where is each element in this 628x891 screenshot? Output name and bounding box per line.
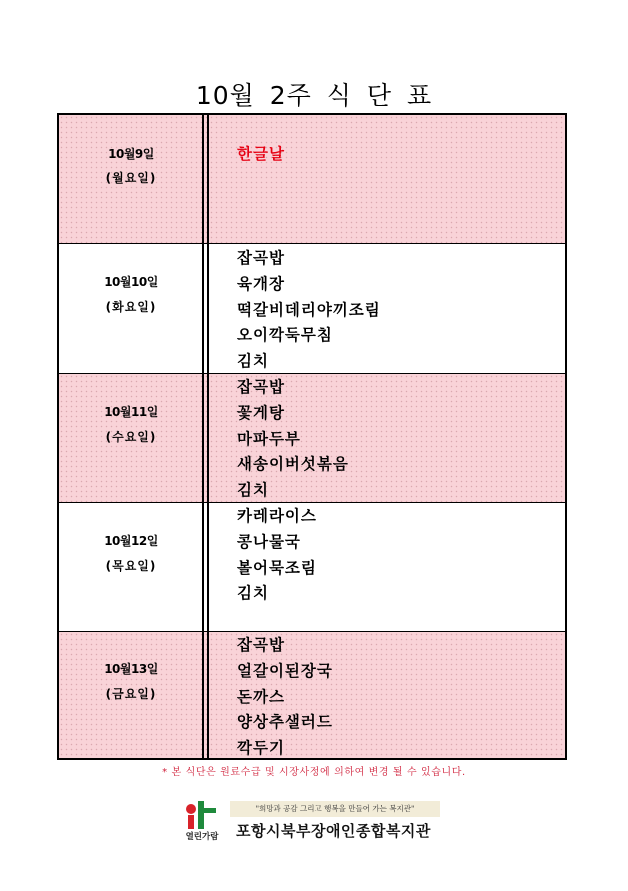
menu-item: 콩나물국 [237, 532, 301, 551]
menu-item: 육개장 [237, 274, 285, 293]
logo-label: 열린가람 [185, 832, 219, 842]
date-label: 10월12일 [104, 534, 158, 548]
menu-item: 카레라이스 [237, 507, 317, 525]
menu-item: 돈까스 [237, 687, 285, 706]
slogan-banner: "희망과 공감 그리고 행복을 만들어 가는 복지관" [230, 801, 440, 817]
table-row-tuesday [59, 244, 565, 374]
table-row-friday [59, 632, 565, 758]
menu-item: 양상추샐러드 [237, 713, 333, 732]
menu-item: 깍두기 [237, 739, 285, 758]
date-label: 10월13일 [104, 662, 158, 676]
column-divider [202, 632, 209, 758]
menu-list [237, 375, 349, 504]
menu-item: 잡곡밥 [237, 249, 285, 267]
date-label: 10월11일 [104, 405, 158, 419]
menu-item: 새송이버섯볶음 [237, 455, 349, 474]
date-cell [59, 503, 203, 631]
menu-list [237, 246, 381, 375]
table-row-monday [59, 115, 565, 244]
column-divider [202, 244, 209, 373]
weekday-label: (화요일) [105, 300, 157, 314]
menu-item: 떡갈비데리야끼조림 [237, 300, 381, 319]
weekday-label: (수요일) [105, 430, 157, 444]
menu-list [237, 504, 317, 607]
menu-list [237, 633, 333, 762]
menu-item: 볼어묵조림 [237, 558, 317, 577]
table-row-wednesday [59, 374, 565, 503]
footnote: * 본 식단은 원료수급 및 시장사정에 의하여 변경 될 수 있습니다. [162, 767, 466, 778]
page-title: 10월 2주 식 단 표 [195, 81, 433, 110]
date-cell [59, 632, 203, 758]
menu-item: 잡곡밥 [237, 636, 285, 654]
date-cell [59, 374, 203, 502]
menu-item: 오이깍둑무침 [237, 326, 333, 345]
date-label: 10월9일 [108, 147, 154, 161]
menu-item: 마파두부 [237, 429, 301, 448]
column-divider [202, 115, 209, 243]
holiday-label: 한글날 [237, 145, 285, 163]
menu-list [237, 142, 285, 168]
date-cell [59, 244, 203, 373]
menu-table [57, 113, 567, 760]
menu-item: 잡곡밥 [237, 378, 285, 396]
weekday-label: (목요일) [105, 559, 157, 573]
weekday-label: (금요일) [105, 687, 157, 701]
table-row-thursday [59, 503, 565, 632]
column-divider [202, 374, 209, 502]
column-divider [202, 503, 209, 631]
weekday-label: (월요일) [105, 171, 157, 185]
menu-item: 얼갈이된장국 [237, 661, 333, 680]
date-cell [59, 115, 203, 243]
menu-item: 김치 [237, 352, 269, 371]
organization-name: 포항시북부장애인종합복지관 [236, 822, 431, 840]
date-label: 10월10일 [104, 275, 158, 289]
menu-item: 김치 [237, 481, 269, 500]
menu-item: 꽃게탕 [237, 403, 285, 422]
menu-item: 김치 [237, 584, 269, 603]
